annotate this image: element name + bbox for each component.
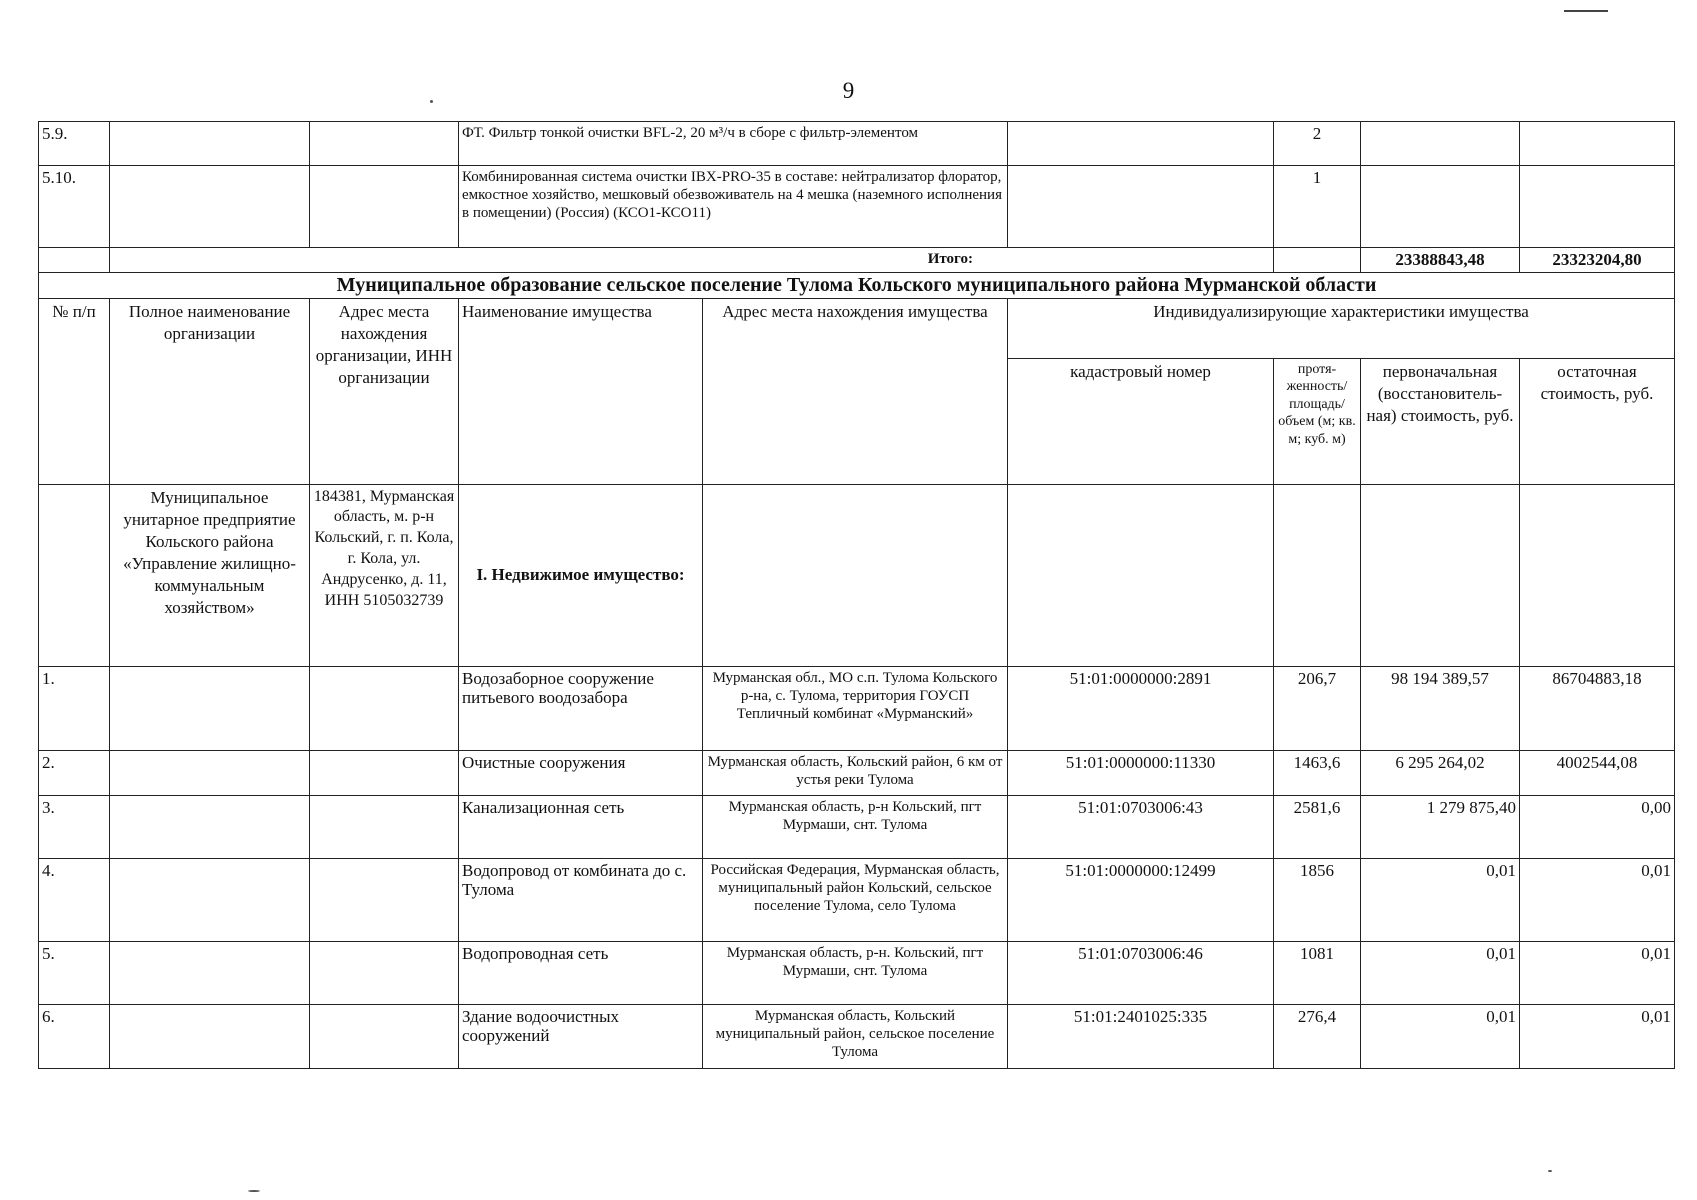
empty-cell (1274, 484, 1361, 666)
empty-cell (1361, 484, 1520, 666)
table-row (39, 166, 1675, 248)
quantity: 2 (1274, 122, 1361, 166)
table-row (39, 122, 1675, 166)
residual-cost (1520, 122, 1675, 166)
cadastral-number (1008, 166, 1274, 248)
row-number: 1. (39, 666, 110, 750)
empty-cell (310, 858, 459, 941)
cadastral-number: 51:01:0000000:11330 (1008, 750, 1274, 795)
property-address: Российская Федерация, Мурманская область, муниципальный район Кольский, сельское поселение Тулома, село Тулома (703, 858, 1008, 941)
cadastral-number: 51:01:2401025:335 (1008, 1004, 1274, 1068)
org-name-cell (110, 122, 310, 166)
page-number: 9 (842, 78, 855, 103)
property-register-table (38, 121, 1675, 1069)
residual-cost: 4002544,08 (1520, 750, 1675, 795)
header-initial-cost: первоначальная (восстановитель-ная) стоимость, руб. (1361, 358, 1520, 484)
row-number: 5.10. (39, 166, 110, 248)
empty-cell (1520, 484, 1675, 666)
cadastral-number: 51:01:0000000:12499 (1008, 858, 1274, 941)
residual-cost (1520, 166, 1675, 248)
cadastral-number: 51:01:0703006:46 (1008, 941, 1274, 1004)
header-num: № п/п (39, 298, 110, 484)
org-address-cell (310, 166, 459, 248)
property-address: Мурманская область, р-н Кольский, пгт Мурмаши, снт. Тулома (703, 795, 1008, 858)
empty-cell (110, 858, 310, 941)
row-number: 6. (39, 1004, 110, 1068)
property-size: 2581,6 (1274, 795, 1361, 858)
table-row (39, 858, 1675, 941)
empty-cell (703, 484, 1008, 666)
header-characteristics: Индивидуализирующие характеристики имущества (1008, 298, 1675, 358)
initial-cost: 98 194 389,57 (1361, 666, 1520, 750)
organization-row (39, 484, 1675, 666)
empty-cell (110, 795, 310, 858)
initial-cost: 0,01 (1361, 1004, 1520, 1068)
initial-cost: 1 279 875,40 (1361, 795, 1520, 858)
corner-pen-mark (1564, 10, 1608, 12)
property-name: Водопровод от комбината до с. Тулома (459, 858, 703, 941)
total-residual: 23323204,80 (1520, 248, 1675, 273)
quantity: 1 (1274, 166, 1361, 248)
property-address: Мурманская область, р-н. Кольский, пгт Мурмаши, снт. Тулома (703, 941, 1008, 1004)
empty-cell (310, 666, 459, 750)
empty-cell (110, 750, 310, 795)
header-org-name: Полное наименование организации (110, 298, 310, 484)
property-name: Здание водоочистных сооружений (459, 1004, 703, 1068)
total-label: Итого: (110, 248, 1274, 273)
property-address: Мурманская область, Кольский район, 6 км от устья реки Тулома (703, 750, 1008, 795)
row-number: 4. (39, 858, 110, 941)
header-property-address: Адрес места нахождения имущества (703, 298, 1008, 484)
cadastral-number (1008, 122, 1274, 166)
initial-cost: 0,01 (1361, 941, 1520, 1004)
header-property-name: Наименование имущества (459, 298, 703, 484)
property-address: Мурманская область, Кольский муниципальный район, сельское поселение Тулома (703, 1004, 1008, 1068)
organization-address: 184381, Мурманская область, м. р-н Кольский, г. п. Кола, г. Кола, ул. Андрусенко, д. 11, ИНН 5105032739 (310, 484, 459, 666)
residual-cost: 0,01 (1520, 1004, 1675, 1068)
cadastral-number: 51:01:0000000:2891 (1008, 666, 1274, 750)
table-row (39, 941, 1675, 1004)
empty-cell (39, 484, 110, 666)
initial-cost: 6 295 264,02 (1361, 750, 1520, 795)
table-row (39, 795, 1675, 858)
header-org-address: Адрес места нахождения организации, ИНН организации (310, 298, 459, 484)
table-row (39, 750, 1675, 795)
property-name: Канализационная сеть (459, 795, 703, 858)
property-name: ФТ. Фильтр тонкой очистки BFL-2, 20 м³/ч в сборе с фильтр-элементом (459, 122, 1008, 166)
empty-cell (1274, 248, 1361, 273)
section-title-row (39, 272, 1675, 298)
header-row (39, 298, 1675, 358)
residual-cost: 0,01 (1520, 941, 1675, 1004)
residual-cost: 0,00 (1520, 795, 1675, 858)
scan-speck (1548, 1170, 1552, 1172)
row-number: 3. (39, 795, 110, 858)
property-category: I. Недвижимое имущество: (459, 484, 703, 666)
property-size: 1856 (1274, 858, 1361, 941)
scan-speck (430, 100, 433, 103)
empty-cell (310, 795, 459, 858)
header-cadastral: кадастровый номер (1008, 358, 1274, 484)
total-row (39, 248, 1675, 273)
row-number: 5.9. (39, 122, 110, 166)
table-row (39, 1004, 1675, 1068)
empty-cell (39, 248, 110, 273)
section-title: Муниципальное образование сельское поселение Тулома Кольского муниципального района Мурманской области (39, 272, 1675, 298)
residual-cost: 0,01 (1520, 858, 1675, 941)
property-address: Мурманская обл., МО с.п. Тулома Кольского р-на, с. Тулома, территория ГОУСП Тепличный комбинат «Мурманский» (703, 666, 1008, 750)
header-length: протя-женность/ площадь/ объем (м; кв. м; куб. м) (1274, 358, 1361, 484)
cadastral-number: 51:01:0703006:43 (1008, 795, 1274, 858)
org-address-cell (310, 122, 459, 166)
property-name: Очистные сооружения (459, 750, 703, 795)
property-size: 1081 (1274, 941, 1361, 1004)
property-name: Водопроводная сеть (459, 941, 703, 1004)
empty-cell (110, 666, 310, 750)
scan-speck (248, 1190, 260, 1192)
empty-cell (310, 1004, 459, 1068)
residual-cost: 86704883,18 (1520, 666, 1675, 750)
empty-cell (110, 941, 310, 1004)
empty-cell (310, 941, 459, 1004)
empty-cell (310, 750, 459, 795)
initial-cost (1361, 166, 1520, 248)
property-name: Комбинированная система очистки IBX-PRO-35 в составе: нейтрализатор флоратор, емкостное хозяйство, мешковый обезвоживатель на 4 мешка (наземного исполнения в помещении) (Россия) (КСО1-КСО11) (459, 166, 1008, 248)
header-residual-cost: остаточная стоимость, руб. (1520, 358, 1675, 484)
row-number: 2. (39, 750, 110, 795)
property-name: Водозаборное сооружение питьевого воодозабора (459, 666, 703, 750)
row-number: 5. (39, 941, 110, 1004)
property-size: 1463,6 (1274, 750, 1361, 795)
empty-cell (110, 1004, 310, 1068)
total-initial: 23388843,48 (1361, 248, 1520, 273)
table-row (39, 666, 1675, 750)
org-name-cell (110, 166, 310, 248)
property-size: 206,7 (1274, 666, 1361, 750)
empty-cell (1008, 484, 1274, 666)
property-size: 276,4 (1274, 1004, 1361, 1068)
initial-cost: 0,01 (1361, 858, 1520, 941)
organization-name: Муниципальное унитарное предприятие Кольского района «Управление жилищно-коммунальным хозяйством» (110, 484, 310, 666)
initial-cost (1361, 122, 1520, 166)
